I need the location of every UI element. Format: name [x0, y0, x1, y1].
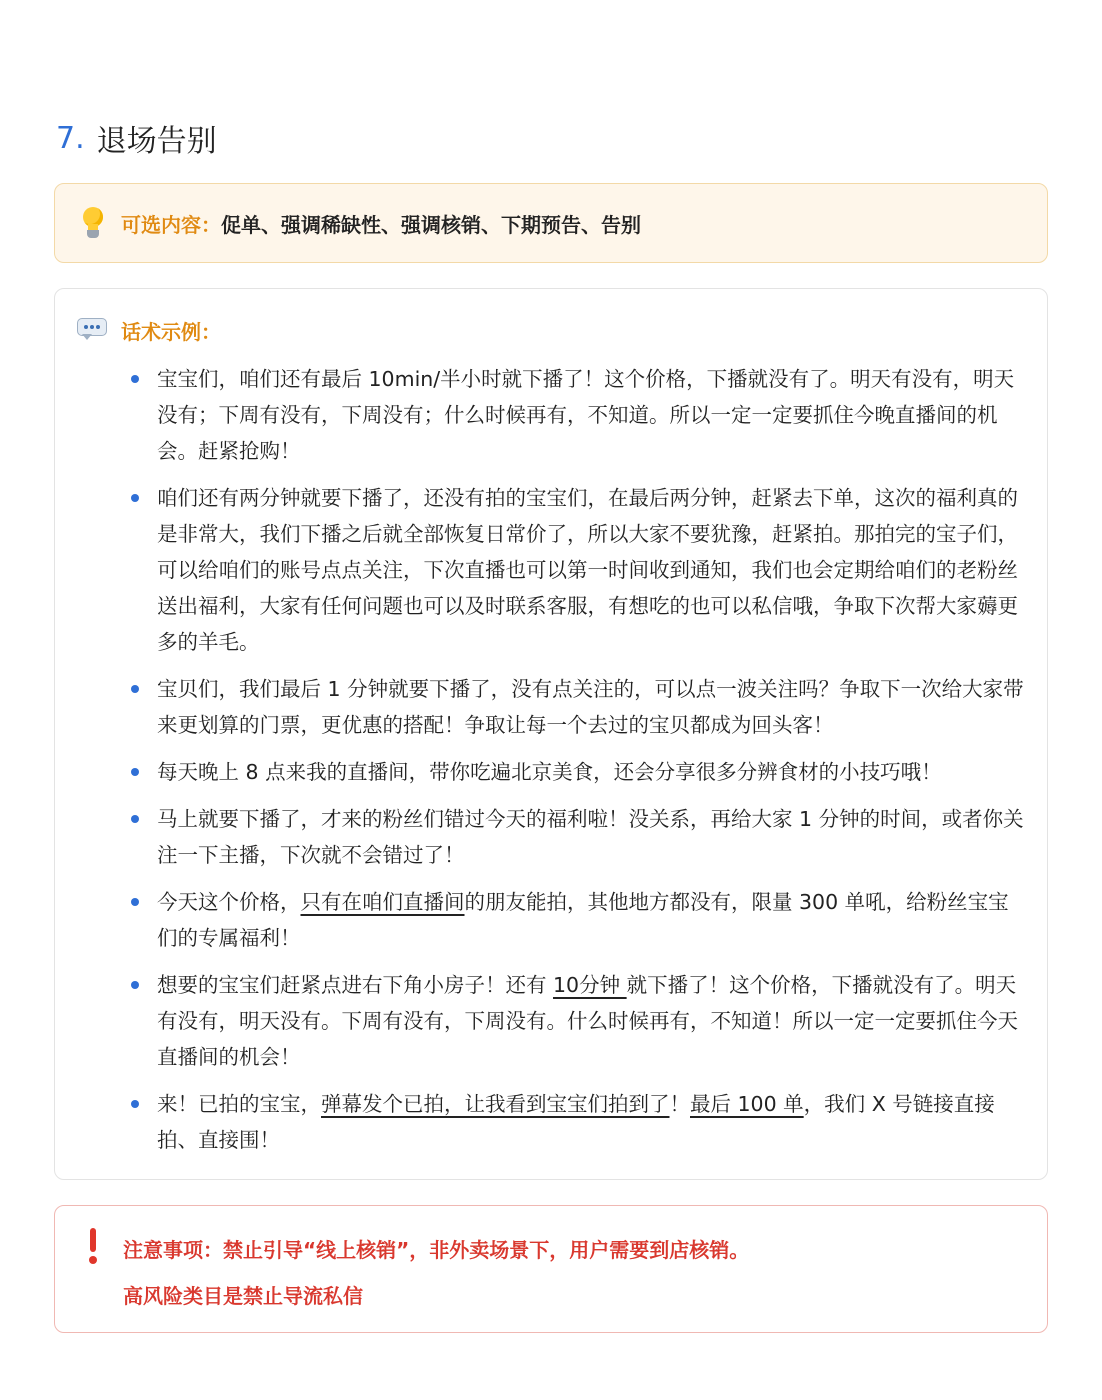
script-example-list: [127, 361, 1027, 1169]
chat-bubble-icon: [77, 318, 107, 342]
optional-content-text: 促单、强调稀缺性、强调核销、下期预告、告别: [221, 212, 641, 237]
notice-line-1: 注意事项：禁止引导“线上核销”，非外卖场景下，用户需要到店核销。: [123, 1238, 750, 1262]
example-text: ，我们 X 号链接直接拍、直接围！: [157, 1092, 995, 1152]
section-title: [56, 112, 217, 164]
example-text: 宝宝们，咱们还有最后 10min/半小时就下播了！这个价格，下播就没有了。明天有没有，明天没有；下周有没有，下周没有；什么时候再有，不知道。所以一定一定要抓住今晚直播间的机会。赶紧抢购！: [157, 367, 1015, 463]
section-number: 7.: [56, 120, 85, 156]
example-text: ！: [669, 1092, 690, 1116]
optional-content-box: [54, 183, 1048, 263]
script-example-item: [127, 1086, 1027, 1158]
script-example-item: [127, 754, 1027, 790]
bullet-dot-icon: [131, 685, 139, 693]
script-examples-heading: 话术示例：: [121, 319, 221, 344]
bullet-dot-icon: [131, 815, 139, 823]
script-example-item: [127, 480, 1027, 660]
underlined-phrase: 只有在咱们直播间: [300, 890, 465, 914]
notice-line-2: 高风险类目是禁止导流私信: [123, 1284, 363, 1308]
script-examples-header: [77, 315, 221, 345]
bullet-dot-icon: [131, 494, 139, 502]
script-example-item: [127, 671, 1027, 743]
lightbulb-icon: [81, 207, 105, 239]
example-text: 宝贝们，我们最后 1 分钟就要下播了，没有点关注的，可以点一波关注吗？争取下一次给大家带来更划算的门票，更优惠的搭配！争取让每一个去过的宝贝都成为回头客！: [157, 677, 1024, 737]
bullet-dot-icon: [131, 375, 139, 383]
bullet-dot-icon: [131, 768, 139, 776]
notice-box: [54, 1205, 1048, 1333]
script-example-item: [127, 361, 1027, 469]
exclamation-icon: [89, 1228, 97, 1264]
bullet-dot-icon: [131, 1100, 139, 1108]
bullet-dot-icon: [131, 898, 139, 906]
bullet-dot-icon: [131, 981, 139, 989]
underlined-phrase: 弹幕发个已拍，让我看到宝宝们拍到了: [321, 1092, 670, 1116]
underlined-phrase: 最后 100 单: [690, 1092, 804, 1116]
script-example-item: [127, 801, 1027, 873]
script-examples-box: [54, 288, 1048, 1180]
script-example-item: [127, 967, 1027, 1075]
example-text: 的朋友能拍，其他地方都没有，限量 300 单吼，给粉丝宝宝们的专属福利！: [157, 890, 1009, 950]
underlined-phrase: 10分钟: [553, 973, 627, 997]
example-text: 马上就要下播了，才来的粉丝们错过今天的福利啦！没关系，再给大家 1 分钟的时间，或者你关注一下主播，下次就不会错过了！: [157, 807, 1024, 867]
example-text: 就下播了！这个价格，下播就没有了。明天有没有，明天没有。下周有没有，下周没有。什么时候再有，不知道！所以一定一定要抓住今天直播间的机会！: [157, 973, 1018, 1069]
example-text: 咱们还有两分钟就要下播了，还没有拍的宝宝们，在最后两分钟，赶紧去下单，这次的福利真的是非常大，我们下播之后就全部恢复日常价了，所以大家不要犹豫，赶紧拍。那拍完的宝子们，可以给咱们的账号点点关注，下次直播也可以第一时间收到通知，我们也会定期给咱们的老粉丝送出福利，大家有任何问题也可以及时联系客服，有想吃的也可以私信哦，争取下次帮大家薅更多的羊毛。: [157, 486, 1018, 654]
section-title-text: 退场告别: [96, 124, 217, 159]
example-text: 想要的宝宝们赶紧点进右下角小房子！还有: [157, 973, 554, 997]
optional-content-label: 可选内容：: [121, 212, 221, 237]
example-text: 今天这个价格，: [157, 890, 301, 914]
example-text: 来！已拍的宝宝，: [157, 1092, 321, 1116]
script-example-item: [127, 884, 1027, 956]
example-text: 每天晚上 8 点来我的直播间，带你吃遍北京美食，还会分享很多分辨食材的小技巧哦！: [157, 760, 942, 784]
